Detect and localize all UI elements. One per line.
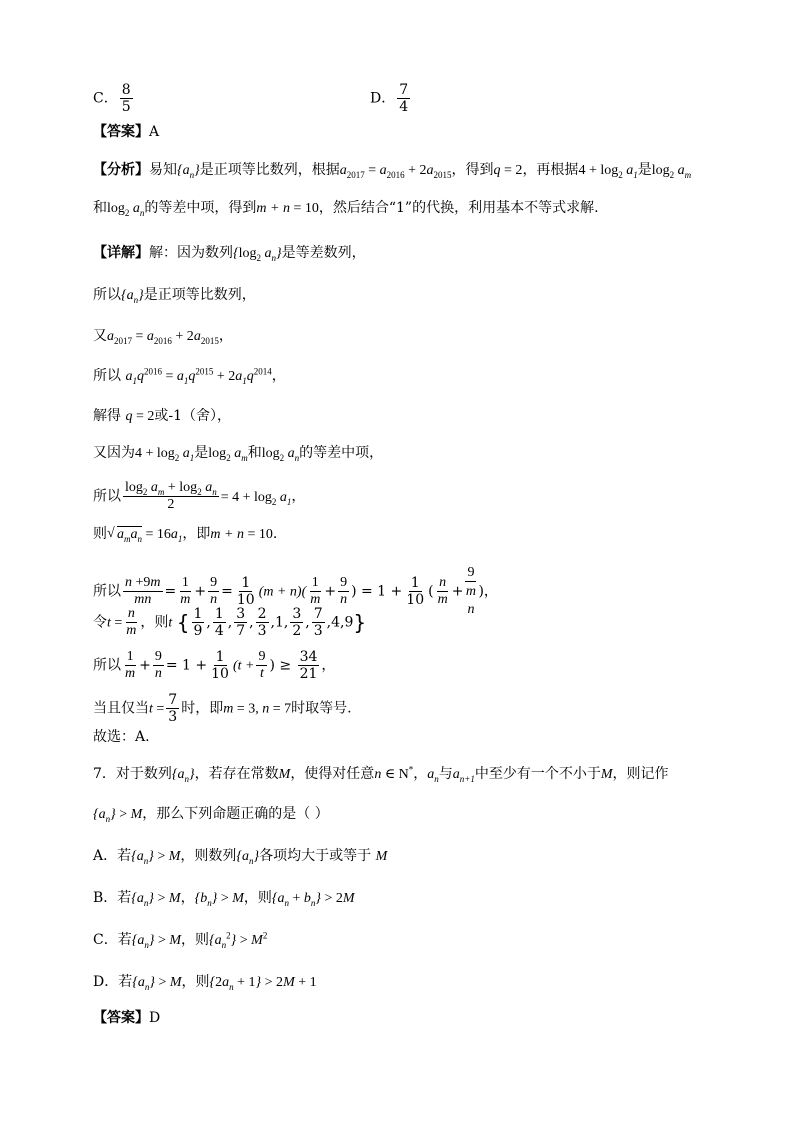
q7-option-b: B．若$\{a_n\} > M$，$\{b_n\} > M$，则$\{a_n + b_n\} > 2M$ xyxy=(93,890,355,908)
q6-detail-line-12: 当且仅当t = $\frac{7}{3}$ 时，即m = 3, n = 7时取等号. xyxy=(93,692,352,725)
q6-detail-line-2: 所以$\{a_n\}$是正项等比数列， xyxy=(93,287,256,305)
q6-detail-line-7: 所以 $\frac{\log_2 a_m + \log_2 a_n}{2}$ = $4 + \log_2 a_1$， xyxy=(93,480,306,512)
q6-detail-line-10: 令t = $\frac{n}{m}$ ，则t { $\frac{1}{9}$ , $\frac{1}{4}$ , $\frac{3}{7}$ , $\frac{2}{3}$ ,1, $\frac{3}{2}$ , $\frac{7}{3}$ ,4,9} xyxy=(93,606,367,639)
q6-answer: 【答案】A xyxy=(93,124,160,140)
option-c: C． $\frac{8}{5}$ xyxy=(93,82,131,115)
fraction: $\frac{\log_2 a_m + \log_2 a_n}{2}$ xyxy=(125,480,217,512)
q6-detail-line-8: 则√ $a_ma_n = 16a_1$，即m + n = 10. xyxy=(93,524,277,545)
q6-analysis-line-1: 【分析】易知$\{a_n\}$是正项等比数列，根据$a_{2017} = a_{2016} + 2a_{2015}$，得到q = 2，再根据$4 + \log_2 a_1$是$\log_2 a_m$ xyxy=(93,162,692,180)
q6-detail-line-11: 所以 $\frac{1}{m}$ + $\frac{9}{n}$ = 1 + $\frac{1}{10}$ (t + $\frac{9}{t}$ ) ≥ $\frac{34}{21}$ ， xyxy=(93,649,336,682)
fraction: $\frac{7}{4}$ xyxy=(399,82,409,115)
q6-analysis-line-2: 和$\log_2 a_n$的等差中项，得到m + n = 10，然后结合“1”的代换，利用基本不等式求解. xyxy=(93,200,599,218)
q6-detail-line-3: 又$a_{2017} = a_{2016} + 2a_{2015}$， xyxy=(93,328,233,346)
q6-conclusion: 故选：A. xyxy=(93,729,150,745)
q6-detail-line-4: 所以 $a_1q^{2016} = a_1q^{2015} + 2a_1q^{2014}$， xyxy=(93,366,286,386)
q7-stem-line-2: $\{a_n\} > M$，那么下列命题正确的是（ ） xyxy=(93,806,329,824)
q7-option-d: D．若$\{a_n\} > M$，则$\{2a_n + 1\} > 2M + 1$ xyxy=(93,974,317,992)
option-d: D． $\frac{7}{4}$ xyxy=(370,82,409,115)
q6-detail-line-9: 所以 $\frac{n +9m}{mn}$ = $\frac{1}{m}$ + $\frac{9}{n}$ = $\frac{1}{10}$ (m + n)( $\frac{1}{m}$ + $\frac{9}{n}$ ) = 1 + $\frac{1}{10}$ ( $\frac{n}{m}$ + 9 m n )， xyxy=(93,565,498,617)
fraction: $\frac{8}{5}$ xyxy=(121,82,131,115)
q7-option-a: A．若$\{a_n\} > M$，则数列$\{a_n\}$各项均大于或等于 M xyxy=(93,848,388,866)
q6-detail-line-6: 又因为$4 + \log_2 a_1$是$\log_2 a_m$和$\log_2 a_n$的等差中项， xyxy=(93,445,384,463)
q7-option-c: C．若$\{a_n\} > M$，则$\{a_n^2\} > M^2$ xyxy=(93,930,268,950)
q7-stem-line-1: 7．对于数列$\{a_n\}$，若存在常数M，使得对任意n ∈ N*，$a_n$与$a_{n+1}$中至少有一个不小于M，则记作 xyxy=(93,764,669,784)
q7-answer: 【答案】D xyxy=(93,1010,161,1026)
q6-detail-line-5: 解得 q = 2或-1（舍）， xyxy=(93,408,231,424)
q6-detail-line-1: 【详解】解：因为数列{$\log_2$ $a_n$}是等差数列， xyxy=(93,245,366,263)
